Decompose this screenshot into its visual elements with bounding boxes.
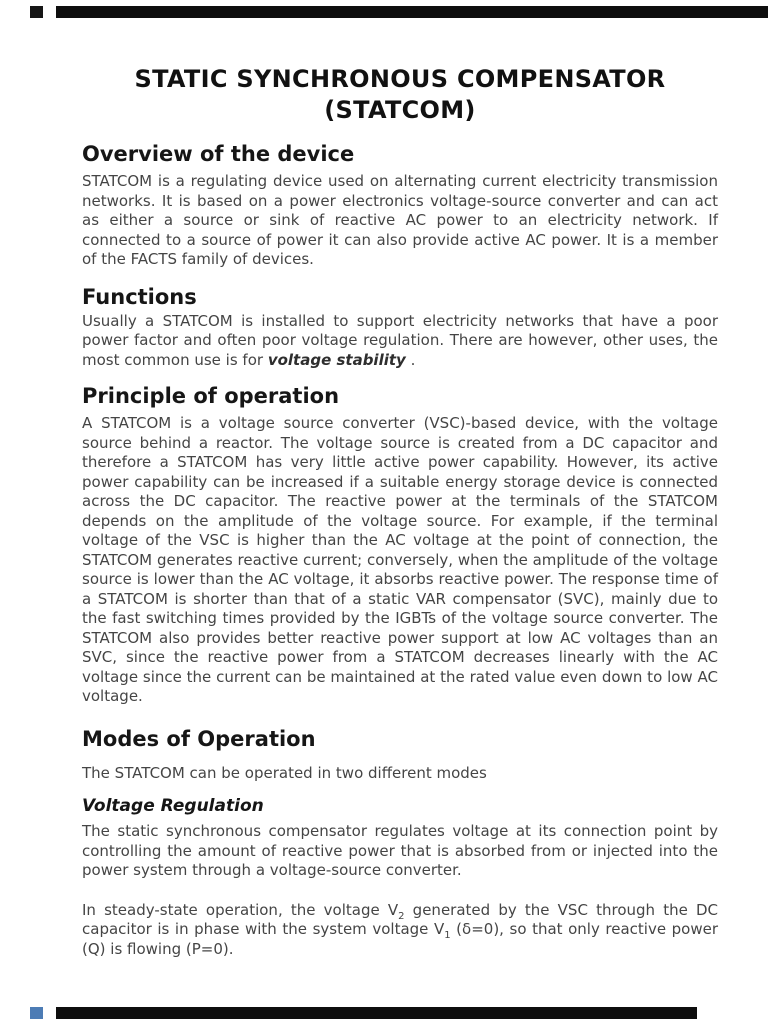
steady-state-subscript-1: 1	[444, 930, 451, 941]
steady-state-part2: generated by the VSC through the DC capacitor is in phase with the system voltage V	[82, 900, 718, 938]
heading-overview: Overview of the device	[82, 142, 355, 166]
paragraph-functions	[82, 312, 718, 371]
document-title-line1: STATIC SYNCHRONOUS COMPENSATOR	[134, 65, 666, 93]
top-edge-square	[30, 6, 43, 18]
document-title-line2: (STATCOM)	[324, 96, 476, 124]
heading-modes-of-operation: Modes of Operation	[82, 726, 316, 751]
paragraph-modes-of-operation: The STATCOM can be operated in two different modes	[82, 763, 487, 782]
document-page	[82, 0, 718, 959]
bottom-edge-bar	[56, 1007, 697, 1019]
paragraph-voltage-regulation: The static synchronous compensator regulates voltage at its connection point by controlling the amount of reactive power that is absorbed from or injected into the power system through a voltage-source converter.	[82, 822, 718, 879]
paragraph-principle-of-operation: A STATCOM is a voltage source converter (VSC)-based device, with the voltage source behind a reactor. The voltage source is created from a DC capacitor and therefore a STATCOM has very little active power capability. However, its active power capability can be increased if a suitable energy storage device is connected across the DC capacitor. The reactive power at the terminals of the STATCOM depends on the amplitude of the voltage source. For example, if the terminal voltage of the VSC is higher than the AC voltage at the point of connection, the STATCOM generates reactive current; conversely, when the amplitude of the voltage source is lower than the AC voltage, it absorbs reactive power. The response time of a STATCOM is shorter than that of a static VAR compensator (SVC), mainly due to the fast switching times provided by the IGBTs of the voltage source converter. The STATCOM also provides better reactive power support at low AC voltages than an SVC, since the reactive power from a STATCOM decreases linearly with the AC voltage since the current can be maintained at the rated value even down to low AC voltage.	[82, 414, 718, 705]
heading-functions: Functions	[82, 284, 197, 309]
paragraph-steady-state	[82, 901, 718, 960]
paragraph-overview: STATCOM is a regulating device used on alternating current electricity transmission networks. It is based on a power electronics voltage-source converter and can act as either a source or sink of reactive AC power to an electricity network. If connected to a source of power it can also provide active AC power. It is a member of the FACTS family of devices.	[82, 172, 718, 268]
steady-state-part1: In steady-state operation, the voltage V	[82, 900, 399, 919]
document-title	[82, 64, 718, 126]
paragraph-functions-emphasis: voltage stability	[267, 350, 406, 369]
steady-state-part3: (δ=0), so that only reactive power (Q) is flowing (P=0).	[82, 920, 718, 958]
paragraph-functions-end: .	[405, 350, 416, 369]
heading-voltage-regulation: Voltage Regulation	[82, 796, 264, 816]
paragraph-functions-start: Usually a STATCOM is installed to support electricity networks that have a poor power factor and often poor voltage regulation. There are however, other uses, the most common use is for	[82, 311, 718, 369]
steady-state-subscript-2: 2	[398, 910, 405, 922]
bottom-edge-square	[30, 1007, 43, 1019]
heading-principle-of-operation: Principle of operation	[82, 384, 340, 408]
